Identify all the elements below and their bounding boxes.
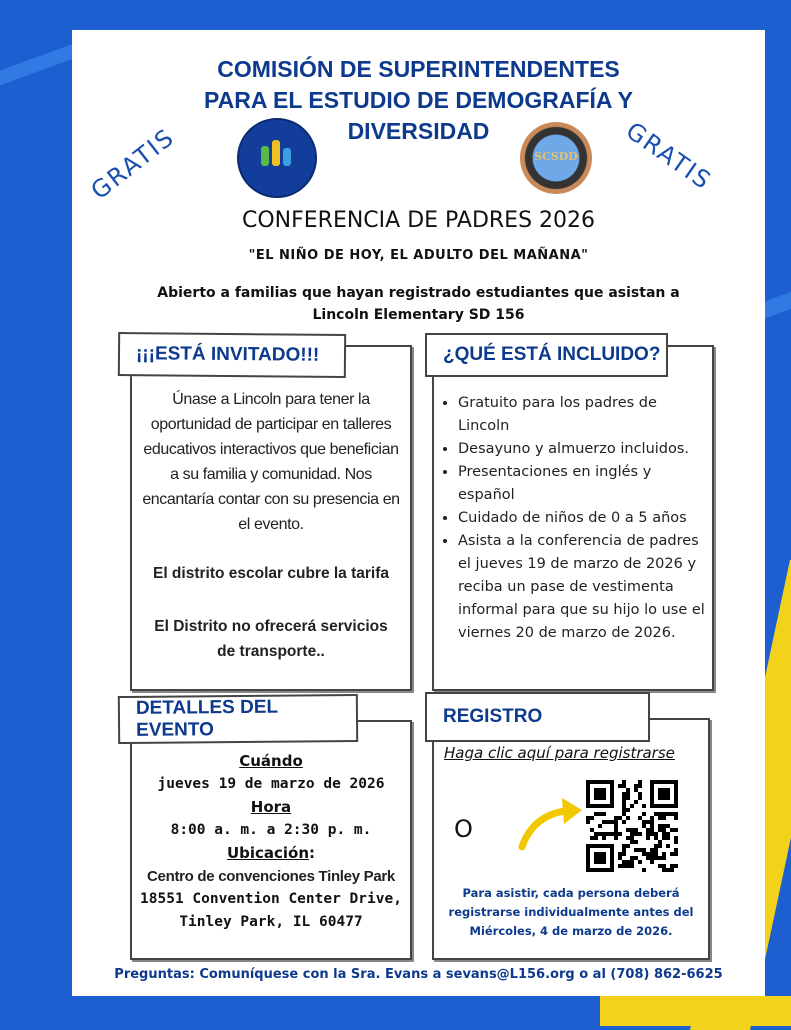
qr-module (590, 816, 594, 820)
qr-module (598, 824, 602, 828)
qr-module (586, 844, 590, 848)
list-item: • Gratuito para los padres de Lincoln (458, 392, 706, 438)
qr-module (598, 856, 602, 860)
qr-module (622, 860, 626, 864)
qr-module (602, 812, 606, 816)
qr-module (626, 860, 630, 864)
qr-module (610, 788, 614, 792)
qr-module (666, 780, 670, 784)
registration-deadline: Para asistir, cada persona deberá registrarse individualmente antes del Miércoles, 4 de marzo de 2026. (448, 886, 694, 938)
qr-module (662, 780, 666, 784)
qr-module (658, 812, 662, 816)
qr-module (626, 808, 630, 812)
qr-module (638, 792, 642, 796)
qr-module (622, 796, 626, 800)
qr-module (638, 860, 642, 864)
qr-module (674, 864, 678, 868)
background-yellow-stroke (600, 996, 791, 1026)
qr-module (602, 792, 606, 796)
colon: : (309, 844, 316, 862)
qr-module (602, 788, 606, 792)
qr-module (598, 788, 602, 792)
qr-module (666, 788, 670, 792)
included-title: ¿QUÉ ESTÁ INCLUIDO? (425, 333, 668, 377)
qr-module (630, 832, 634, 836)
qr-module (662, 796, 666, 800)
qr-module (650, 788, 654, 792)
qr-module (586, 860, 590, 864)
qr-module (618, 864, 622, 868)
qr-module (610, 868, 614, 872)
qr-module (606, 844, 610, 848)
qr-module (654, 832, 658, 836)
qr-module (650, 828, 654, 832)
qr-module (622, 812, 626, 816)
qr-module (638, 816, 642, 820)
qr-module (670, 828, 674, 832)
qr-module (622, 792, 626, 796)
qr-module (586, 852, 590, 856)
qr-module (594, 804, 598, 808)
qr-module (666, 796, 670, 800)
qr-module (622, 804, 626, 808)
qr-module (602, 844, 606, 848)
address: 18551 Convention Center Drive, Tinley Park, IL 60477 (140, 891, 402, 930)
qr-module (666, 832, 670, 836)
qr-module (614, 820, 618, 824)
included-list (438, 392, 706, 645)
qr-module (666, 804, 670, 808)
qr-module (662, 832, 666, 836)
qr-module (622, 784, 626, 788)
registration-box (432, 718, 710, 960)
qr-module (674, 792, 678, 796)
qr-module (662, 788, 666, 792)
location-label-row (132, 842, 410, 865)
qr-module (598, 804, 602, 808)
qr-module (586, 868, 590, 872)
qr-module (586, 804, 590, 808)
qr-module (594, 832, 598, 836)
qr-module (650, 848, 654, 852)
qr-module (598, 852, 602, 856)
qr-module (598, 860, 602, 864)
qr-module (594, 836, 598, 840)
qr-module (594, 792, 598, 796)
qr-module (654, 780, 658, 784)
qr-module (658, 844, 662, 848)
district-logo (237, 118, 317, 198)
qr-module (638, 780, 642, 784)
qr-module (630, 864, 634, 868)
qr-module (626, 816, 630, 820)
qr-module (650, 796, 654, 800)
qr-module (630, 840, 634, 844)
title-line: PARA EL ESTUDIO DE DEMOGRAFÍA Y (204, 87, 633, 113)
venue: Centro de convenciones Tinley Park (147, 868, 395, 885)
list-item: • Asista a la conferencia de padres el jueves 19 de marzo de 2026 y reciba un pase de vestimenta informal para que su hijo lo use el viernes 20 de marzo de 2026. (458, 530, 706, 645)
qr-module (614, 816, 618, 820)
qr-module (622, 808, 626, 812)
qr-module (638, 796, 642, 800)
qr-module (646, 836, 650, 840)
qr-module (658, 792, 662, 796)
qr-module (662, 824, 666, 828)
qr-module (658, 780, 662, 784)
qr-module (622, 848, 626, 852)
qr-module (602, 860, 606, 864)
qr-module (650, 784, 654, 788)
qr-module (586, 820, 590, 824)
qr-module (658, 864, 662, 868)
contact-footer: Preguntas: Comuníquese con la Sra. Evans a sevans@L156.org o al (708) 862-6625 (114, 967, 723, 982)
qr-module (594, 868, 598, 872)
qr-module (586, 796, 590, 800)
qr-module (670, 852, 674, 856)
qr-module (642, 820, 646, 824)
details-title: DETALLES DEL EVENTO (118, 694, 358, 744)
qr-module (662, 864, 666, 868)
qr-module (650, 800, 654, 804)
qr-module (586, 788, 590, 792)
qr-module (634, 840, 638, 844)
qr-module (646, 820, 650, 824)
invited-box (130, 345, 412, 691)
qr-module (594, 812, 598, 816)
qr-module (666, 836, 670, 840)
qr-module (634, 788, 638, 792)
qr-module (658, 828, 662, 832)
qr-module (662, 868, 666, 872)
qr-module (602, 836, 606, 840)
qr-module (674, 840, 678, 844)
included-box (432, 345, 714, 691)
qr-module (646, 832, 650, 836)
qr-module (586, 780, 590, 784)
qr-module (662, 836, 666, 840)
qr-module (590, 836, 594, 840)
qr-module (646, 852, 650, 856)
qr-module (654, 804, 658, 808)
qr-module (590, 828, 594, 832)
register-link[interactable]: Haga clic aquí para registrarse (444, 744, 675, 762)
qr-module (670, 864, 674, 868)
qr-module (610, 848, 614, 852)
qr-module (586, 816, 590, 820)
qr-module (606, 820, 610, 824)
qr-module (674, 812, 678, 816)
conference-title: CONFERENCIA DE PADRES 2026 (241, 208, 596, 233)
qr-module (626, 844, 630, 848)
qr-module (654, 812, 658, 816)
qr-module (674, 796, 678, 800)
qr-module (654, 836, 658, 840)
qr-module (634, 848, 638, 852)
qr-module (610, 780, 614, 784)
qr-module (610, 852, 614, 856)
qr-module (662, 816, 666, 820)
qr-module (594, 852, 598, 856)
qr-module (602, 832, 606, 836)
qr-module (638, 832, 642, 836)
qr-module (610, 796, 614, 800)
qr-module (602, 804, 606, 808)
fee-note: El distrito escolar cubre la tarifa (152, 565, 390, 582)
qr-module (650, 820, 654, 824)
qr-module (598, 868, 602, 872)
qr-module (598, 832, 602, 836)
qr-module (602, 780, 606, 784)
gratis-right: GRATIS (620, 116, 718, 196)
event-time: 8:00 a. m. a 2:30 p. m. (170, 822, 372, 838)
qr-module (602, 852, 606, 856)
qr-module (634, 784, 638, 788)
qr-module (598, 796, 602, 800)
location-label: Ubicación (226, 844, 310, 862)
qr-module (674, 848, 678, 852)
qr-module (594, 780, 598, 784)
qr-module (654, 844, 658, 848)
qr-module (650, 824, 654, 828)
qr-module (606, 780, 610, 784)
qr-module (626, 796, 630, 800)
qr-module (594, 788, 598, 792)
qr-module (610, 820, 614, 824)
qr-module (658, 856, 662, 860)
qr-module (590, 780, 594, 784)
qr-module (630, 804, 634, 808)
qr-module (606, 868, 610, 872)
qr-code[interactable] (586, 780, 678, 872)
qr-module (590, 804, 594, 808)
qr-module (594, 844, 598, 848)
registration-title: REGISTRO (425, 692, 650, 742)
qr-module (602, 820, 606, 824)
qr-module (630, 860, 634, 864)
qr-module (666, 868, 670, 872)
qr-module (598, 780, 602, 784)
qr-module (610, 792, 614, 796)
qr-module (586, 864, 590, 868)
qr-module (610, 804, 614, 808)
qr-module (674, 788, 678, 792)
qr-module (650, 804, 654, 808)
qr-module (670, 812, 674, 816)
qr-module (626, 864, 630, 868)
qr-module (610, 832, 614, 836)
qr-module (662, 856, 666, 860)
qr-module (662, 852, 666, 856)
qr-module (650, 852, 654, 856)
qr-module (614, 824, 618, 828)
qr-module (674, 828, 678, 832)
qr-module (618, 852, 622, 856)
qr-module (666, 824, 670, 828)
event-date: jueves 19 de marzo de 2026 (157, 776, 385, 792)
qr-module (658, 816, 662, 820)
qr-module (610, 800, 614, 804)
qr-module (674, 804, 678, 808)
when-label: Cuándo (239, 752, 303, 770)
qr-module (614, 832, 618, 836)
or-text: O (454, 815, 473, 843)
list-item: • Presentaciones en inglés y español (458, 461, 706, 507)
qr-module (670, 804, 674, 808)
qr-module (586, 784, 590, 788)
arrow-icon (514, 792, 586, 852)
qr-module (610, 856, 614, 860)
list-item: • Cuidado de niños de 0 a 5 años (458, 507, 706, 530)
time-label: Hora (250, 798, 292, 816)
qr-module (634, 856, 638, 860)
transport-note: El Distrito no ofrecerá servicios de transporte.. (154, 618, 388, 660)
qr-module (602, 856, 606, 860)
qr-module (670, 780, 674, 784)
qr-module (626, 836, 630, 840)
qr-module (650, 816, 654, 820)
qr-module (586, 800, 590, 804)
title-line: COMISIÓN DE SUPERINTENDENTES (217, 56, 620, 82)
qr-module (642, 852, 646, 856)
qr-module (646, 828, 650, 832)
qr-module (654, 848, 658, 852)
qr-module (610, 784, 614, 788)
qr-module (626, 792, 630, 796)
qr-module (598, 812, 602, 816)
scsdd-logo (520, 122, 592, 194)
gratis-left: GRATIS (85, 122, 181, 206)
qr-module (618, 856, 622, 860)
qr-module (610, 844, 614, 848)
motto: "EL NIÑO DE HOY, EL ADULTO DEL MAÑANA" (248, 248, 589, 263)
qr-module (590, 844, 594, 848)
flyer (72, 30, 765, 996)
qr-module (650, 856, 654, 860)
qr-module (630, 828, 634, 832)
qr-module (654, 852, 658, 856)
qr-module (650, 780, 654, 784)
qr-module (658, 796, 662, 800)
qr-module (626, 828, 630, 832)
logo-text: SCSDD (534, 150, 578, 163)
qr-module (642, 848, 646, 852)
qr-module (614, 836, 618, 840)
title-line: DIVERSIDAD (347, 118, 490, 144)
qr-module (626, 788, 630, 792)
qr-module (666, 792, 670, 796)
qr-module (654, 856, 658, 860)
qr-module (650, 792, 654, 796)
qr-module (674, 780, 678, 784)
qr-module (658, 804, 662, 808)
qr-module (622, 800, 626, 804)
qr-module (590, 868, 594, 872)
qr-module (594, 856, 598, 860)
qr-module (674, 836, 678, 840)
qr-module (638, 848, 642, 852)
qr-module (598, 844, 602, 848)
qr-module (594, 860, 598, 864)
qr-module (642, 812, 646, 816)
invited-body: Únase a Lincoln para tener la oportunidad de participar en talleres educativos interactivos que benefician a su familia y comunidad. Nos encantaría contar con su presencia en el evento. (142, 391, 400, 533)
qr-module (602, 796, 606, 800)
qr-module (622, 852, 626, 856)
qr-module (674, 816, 678, 820)
qr-module (586, 792, 590, 796)
qr-module (622, 844, 626, 848)
qr-module (586, 856, 590, 860)
list-item: • Desayuno y almuerzo incluidos. (458, 438, 706, 461)
qr-module (618, 784, 622, 788)
qr-module (614, 828, 618, 832)
qr-module (670, 868, 674, 872)
qr-module (622, 864, 626, 868)
qr-module (642, 824, 646, 828)
qr-module (630, 856, 634, 860)
qr-module (658, 840, 662, 844)
qr-module (610, 860, 614, 864)
invited-title: ¡¡¡ESTÁ INVITADO!!! (118, 332, 346, 378)
qr-module (634, 800, 638, 804)
qr-module (642, 868, 646, 872)
qr-module (618, 832, 622, 836)
qr-module (646, 856, 650, 860)
qr-module (622, 820, 626, 824)
qr-module (618, 816, 622, 820)
qr-module (666, 812, 670, 816)
qr-module (662, 828, 666, 832)
qr-module (674, 800, 678, 804)
details-content (132, 750, 410, 934)
qr-module (662, 812, 666, 816)
qr-module (658, 824, 662, 828)
qr-module (650, 860, 654, 864)
qr-module (610, 864, 614, 868)
qr-module (630, 836, 634, 840)
qr-module (674, 852, 678, 856)
qr-module (662, 804, 666, 808)
qr-module (586, 848, 590, 852)
qr-module (606, 832, 610, 836)
qr-module (662, 792, 666, 796)
qr-module (666, 844, 670, 848)
qr-module (606, 804, 610, 808)
qr-module (598, 792, 602, 796)
qr-module (642, 804, 646, 808)
details-box (130, 720, 412, 960)
qr-module (674, 784, 678, 788)
qr-module (638, 784, 642, 788)
qr-module (650, 832, 654, 836)
qr-module (622, 780, 626, 784)
eligibility-text: Abierto a familias que hayan registrado estudiantes que asistan a Lincoln Elementary SD 156 (157, 285, 680, 323)
qr-module (594, 796, 598, 800)
qr-module (634, 832, 638, 836)
qr-module (658, 788, 662, 792)
qr-module (634, 828, 638, 832)
qr-module (602, 868, 606, 872)
